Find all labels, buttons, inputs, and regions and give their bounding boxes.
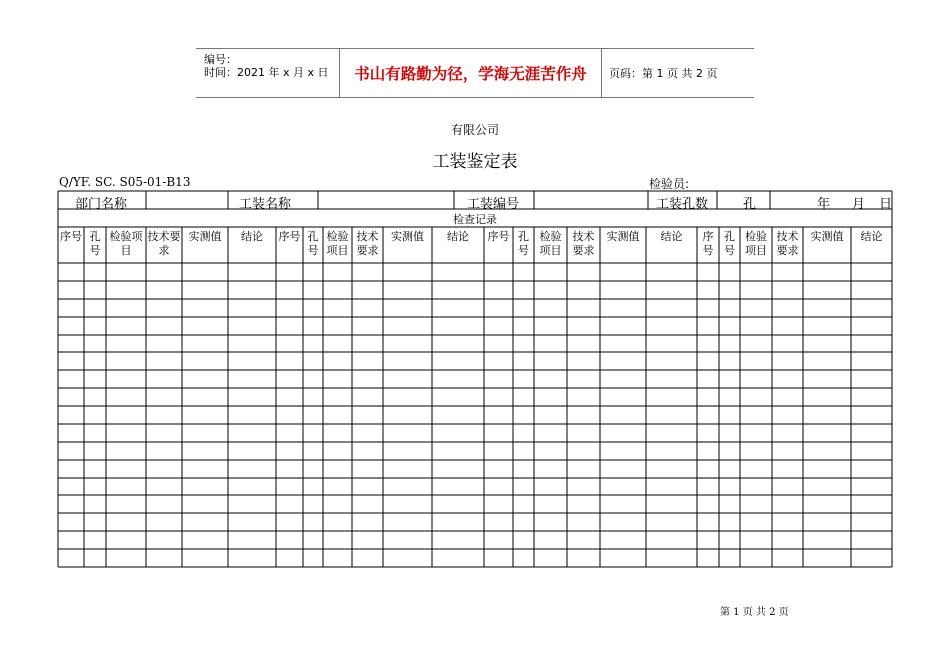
col-header-seq: 序号 [60, 230, 82, 243]
col-header-seq: 序号 [487, 230, 510, 243]
page-title: 工装鉴定表 [432, 152, 518, 172]
col-header-req: 技术要求 [572, 230, 595, 257]
inspector-label: 检验员: [649, 177, 690, 191]
col-header-measured: 实测值 [606, 230, 640, 243]
col-header-result: 结论 [447, 230, 469, 243]
col-header-req: 技术要求 [356, 230, 379, 257]
page-label: 页码：第 1 页 共 2 页 [609, 67, 718, 80]
col-header-seq: 序号 [702, 230, 714, 257]
col-header-hole: 孔号 [724, 230, 735, 257]
section-title: 检查记录 [453, 213, 497, 226]
month-label: 月 [852, 197, 866, 212]
col-header-hole: 孔号 [518, 230, 529, 257]
tool-name-label: 工装名称 [239, 197, 292, 212]
motto-text: 书山有路勤为径，学海无涯苦作舟 [339, 49, 602, 97]
col-header-req: 技术要求 [776, 230, 799, 257]
col-header-item: 检验项目 [109, 230, 143, 257]
company-name: 有限公司 [450, 123, 499, 137]
day-label: 日 [879, 197, 893, 212]
col-header-result: 结论 [860, 230, 883, 243]
year-label: 年 [817, 197, 831, 212]
col-header-item: 检验项目 [745, 230, 767, 257]
dept-label: 部门名称 [75, 197, 128, 212]
col-header-item: 检验项目 [326, 230, 349, 257]
hole-unit: 孔 [743, 197, 757, 212]
col-header-hole: 孔号 [89, 230, 101, 257]
col-header-seq: 序号 [278, 230, 301, 243]
col-header-result: 结论 [241, 230, 263, 243]
col-header-hole: 孔号 [307, 230, 319, 257]
page-footer: 第 1 页 共 2 页 [720, 607, 789, 618]
tool-no-label: 工装编号 [467, 197, 520, 212]
hole-count-label: 工装孔数 [656, 197, 709, 212]
doc-code: Q/YF. SC. S05-01-B13 [59, 175, 191, 189]
col-header-measured: 实测值 [810, 230, 844, 243]
col-header-item: 检验项目 [539, 230, 562, 257]
time-label: 时间：2021 年 x 月 x 日 [204, 66, 329, 79]
col-header-req: 技术要求 [147, 230, 181, 257]
col-header-result: 结论 [660, 230, 683, 243]
number-label: 编号： [204, 53, 237, 66]
col-header-measured: 实测值 [391, 230, 424, 243]
col-header-measured: 实测值 [188, 230, 222, 243]
